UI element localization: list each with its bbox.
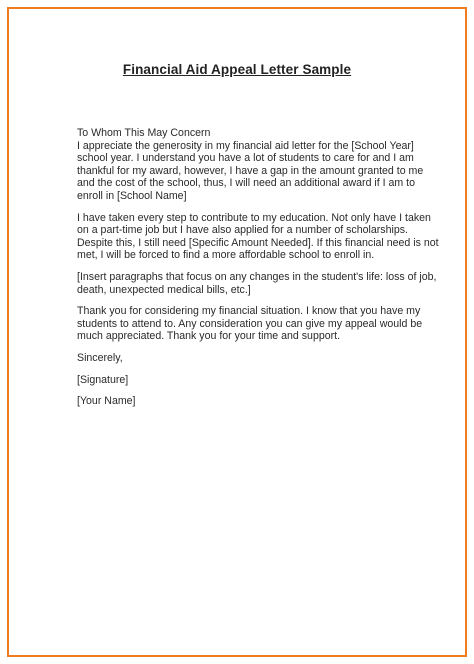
paragraph-3-line: death, unexpected medical bills, etc.]	[77, 283, 251, 296]
paragraph-4	[77, 305, 423, 343]
paragraph-3-line: [Insert paragraphs that focus on any changes in the student's life: loss of job,	[77, 270, 437, 283]
letter-title: Financial Aid Appeal Letter Sample	[122, 62, 352, 77]
paragraph-4-line: much appreciated. Thank you for your time and support.	[77, 330, 341, 343]
paragraph-2-line: met, I will be forced to find a more affordable school to enroll in.	[77, 249, 375, 262]
paragraph-1-line: school year. I understand you have a lot of students to care for and I am	[77, 152, 414, 165]
signature-placeholder: [Signature]	[77, 373, 129, 386]
paragraph-1-line: thankful for my award, however, I have a gap in the amount granted to me	[77, 164, 424, 177]
paragraph-greeting	[77, 127, 424, 203]
paragraph-2-line: Despite this, I still need [Specific Amount Needed]. If this financial need is not	[77, 236, 439, 249]
name	[77, 395, 407, 408]
signature	[77, 374, 407, 387]
name-placeholder: [Your Name]	[77, 395, 136, 408]
paragraph-1-line: and the cost of the school, thus, I will need an additional award if I am to	[77, 177, 416, 190]
paragraph-4-line: Thank you for considering my financial situation. I know that you have my	[77, 305, 421, 318]
closing-text: Sincerely,	[77, 351, 123, 364]
letter-body	[77, 127, 439, 417]
salutation: To Whom This May Concern	[77, 127, 211, 139]
closing	[77, 352, 407, 365]
paragraph-1-line: enroll in [School Name]	[77, 189, 187, 202]
paragraph-2-line: I have taken every step to contribute to my education. Not only have I taken	[77, 211, 431, 224]
paragraph-4-line: students to attend to. Any consideration you can give my appeal would be	[77, 317, 423, 330]
paragraph-3	[77, 270, 437, 296]
paragraph-2-line: on a part-time job but I have also applied for a number of scholarships.	[77, 224, 408, 237]
paragraph-2	[77, 211, 439, 262]
paragraph-1-line: I appreciate the generosity in my financial aid letter for the [School Year]	[77, 139, 414, 152]
